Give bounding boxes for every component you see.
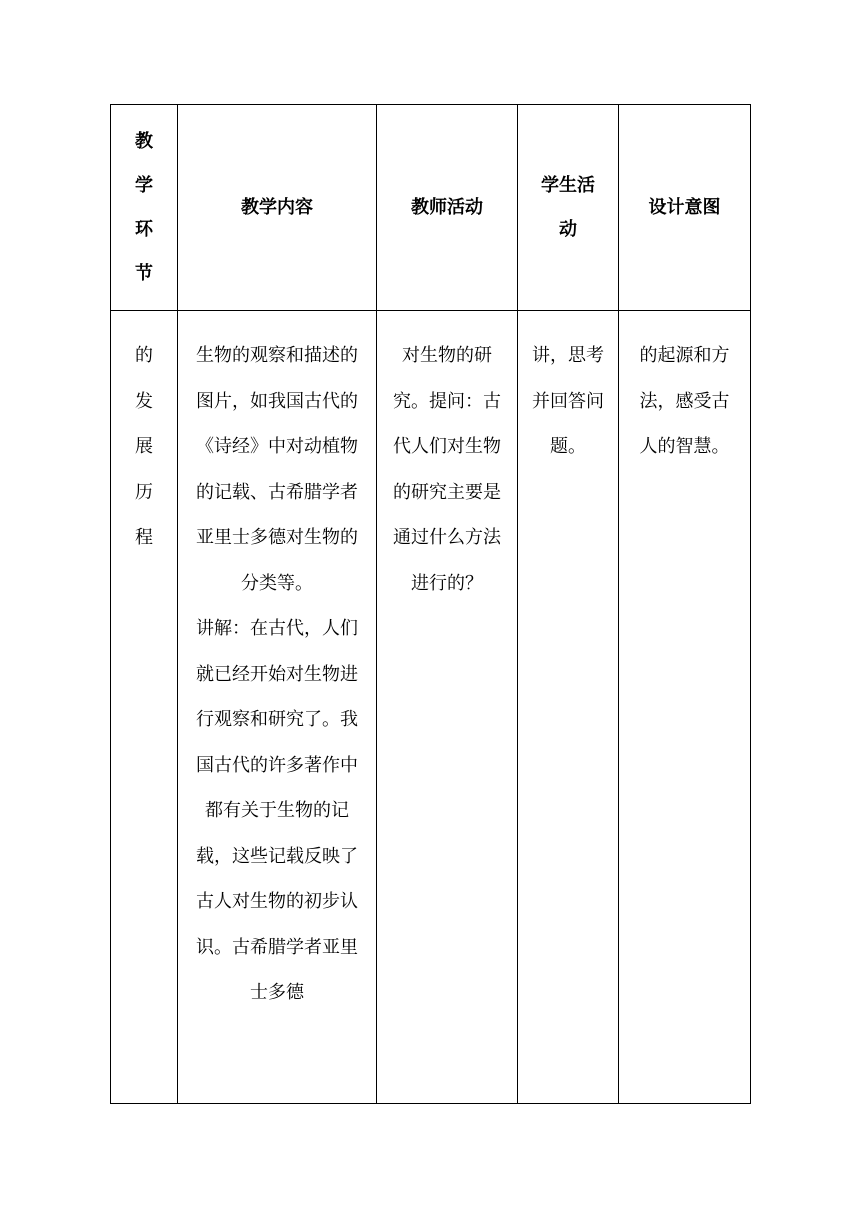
purpose-text: 的起源和方法，感受古人的智慧。: [639, 345, 730, 457]
header-stage-label: 教学环节: [135, 130, 153, 284]
header-stage: [111, 105, 178, 311]
header-purpose-label: 设计意图: [648, 196, 721, 218]
cell-stage: [111, 311, 178, 1104]
header-content-label: 教学内容: [241, 196, 313, 218]
header-content: [178, 105, 377, 311]
student-text: 讲，思考并回答问题。: [532, 345, 604, 457]
cell-teacher: [377, 311, 518, 1104]
header-row: [111, 105, 751, 311]
content-text-2: 讲解：在古代，人们就已经开始对生物进行观察和研究了。我国古代的许多著作中都有关于生物的记载，这些记载反映了古人对生物的初步认识。古希腊学者亚里士多德: [196, 618, 358, 1003]
cell-student: [518, 311, 619, 1104]
header-teacher: [377, 105, 518, 311]
stage-text: 的发展历程: [135, 345, 153, 548]
header-student-label: 学生活动: [541, 174, 595, 240]
cell-purpose: [619, 311, 751, 1104]
content-text-1: 生物的观察和描述的图片，如我国古代的《诗经》中对动植物的记载、古希腊学者亚里士多德对生物的分类等。: [196, 345, 358, 594]
header-student: [518, 105, 619, 311]
table-row: [111, 311, 751, 1104]
lesson-plan-table: [110, 104, 751, 1104]
teacher-text: 对生物的研究。提问：古代人们对生物的研究主要是通过什么方法进行的？: [393, 345, 501, 594]
header-teacher-label: 教师活动: [411, 196, 483, 218]
cell-content: [178, 311, 377, 1104]
header-purpose: [619, 105, 751, 311]
